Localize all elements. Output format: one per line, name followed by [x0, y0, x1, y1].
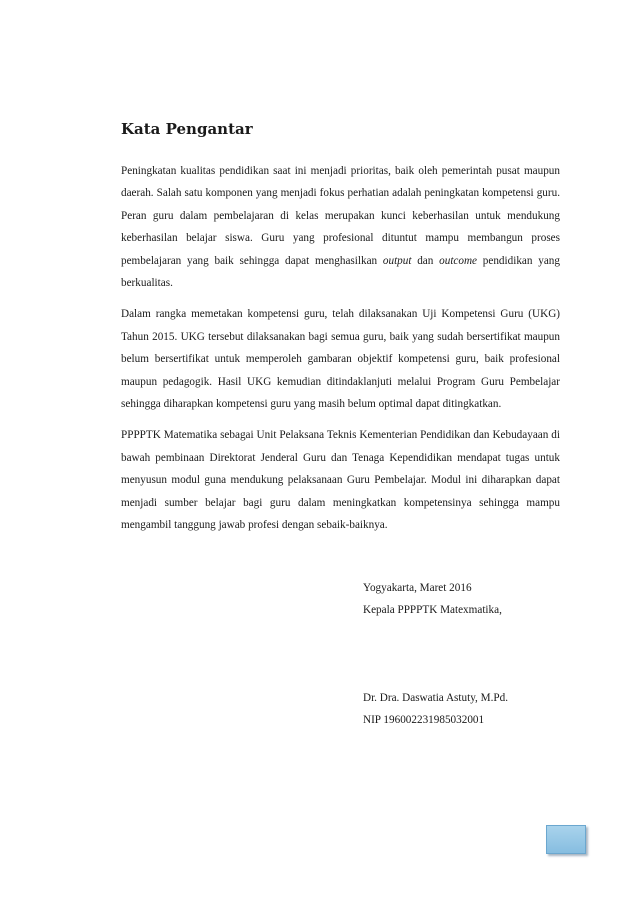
signature-place-date: Yogyakarta, Maret 2016 — [363, 582, 472, 594]
signature-nip: NIP 196002231985032001 — [363, 714, 485, 726]
paragraph-1-emphasis-output: output — [382, 254, 412, 267]
paragraph-3: PPPPTK Matematika sebagai Unit Pelaksana Teknis Kementerian Pendidikan dan Kebudayaan di bawah pembinaan Direktorat Jenderal Guru dan Tenaga Kependidikan mendapat tugas untuk menyusun modul guna mendukung pelaksanaan Guru Pembelajar. Modul ini diharapkan dapat menjadi sumber belajar bagi guru dalam meningkatkan kompetensinya sehingga mampu mengambil tanggung jawab profesi dengan sebaik-baiknya. — [121, 429, 560, 532]
paragraph-1-text-c: pendidikan yang berkualitas. — [121, 254, 560, 290]
signature-block — [363, 577, 573, 731]
paragraph-1-text-b: dan — [411, 254, 440, 267]
signature-position: Kepala PPPPTK Matexmatika, — [363, 604, 502, 616]
page-title: Kata Pengantar — [121, 120, 253, 138]
signature-name: Dr. Dra. Daswatia Astuty, M.Pd. — [363, 692, 509, 704]
paragraph-1-emphasis-outcome: outcome — [439, 254, 478, 267]
paragraph-1-text-a: Peningkatan kualitas pendidikan saat ini menjadi prioritas, baik oleh pemerintah pusat maupun daerah. Salah satu komponen yang menjadi fokus perhatian adalah peningkatan kompetensi guru. Peran guru dalam pembelajaran di kelas merupakan kunci keberhasilan untuk mendukung keberhasilan belajar siswa. Guru yang profesional dituntut mampu membangun proses pembelajaran yang baik sehingga dapat menghasilkan — [121, 165, 560, 267]
paragraph-1 — [121, 160, 560, 294]
page-number-box — [546, 825, 586, 854]
body-text — [121, 160, 560, 546]
paragraph-2: Dalam rangka memetakan kompetensi guru, telah dilaksanakan Uji Kompetensi Guru (UKG) Tahun 2015. UKG tersebut dilaksanakan bagi semua guru, baik yang sudah bersertifikat maupun belum bersertifikat untuk memperoleh gambaran objektif kompetensi guru, baik profesional maupun pedagogik. Hasil UKG kemudian ditindaklanjuti melalui Program Guru Pembelajar sehingga diharapkan kompetensi guru yang masih belum optimal dapat ditingkatkan. — [121, 308, 560, 411]
signature-space — [363, 621, 573, 687]
